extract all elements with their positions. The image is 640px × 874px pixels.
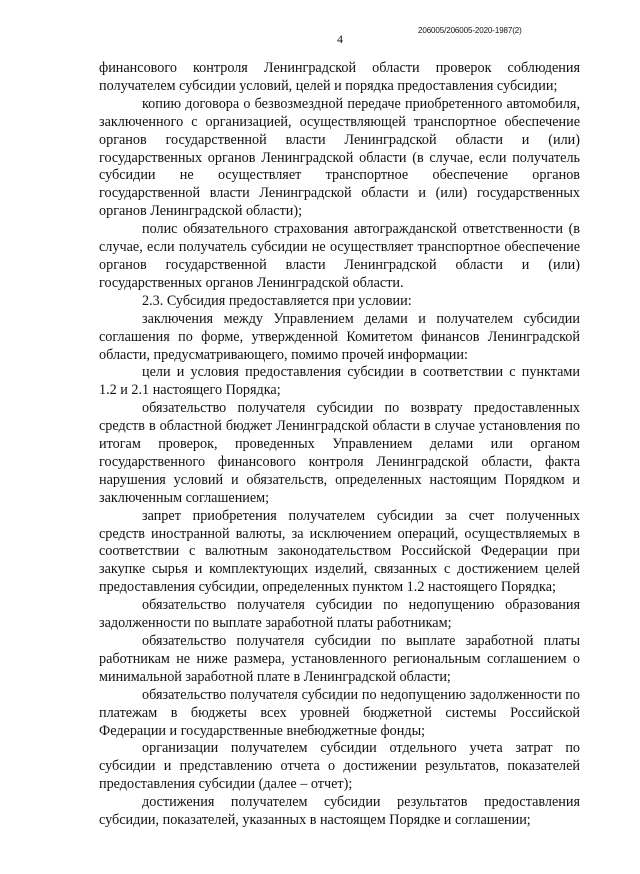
- paragraph-goals-conditions: цели и условия предоставления субсидии в соответствии с пунктами 1.2 и 2.1 настоящего Порядка;: [99, 364, 580, 399]
- paragraph-refund-obligation: обязательство получателя субсидии по возврату предоставленных средств в областной бюджет Ленинградской области в случае установления по итогам проверок, проведенных Управлением делами или органом государственного финансового контроля Ленинградской области, факта нарушения условий и обязательств, определенных настоящим Порядком и заключенным соглашением;: [99, 400, 580, 506]
- paragraph-results-achievement: достижения получателем субсидии результатов предоставления субсидии, показателей, указанных в настоящем Порядке и соглашении;: [99, 794, 580, 829]
- paragraph-control-continuation: финансового контроля Ленинградской области проверок соблюдения получателем субсидии условий, целей и порядка предоставления субсидии;: [99, 60, 580, 94]
- paragraph-agreement: заключения между Управлением делами и получателем субсидии соглашения по форме, утвержденной Комитетом финансов Ленинградской области, предусматривающего, помимо прочей информации:: [99, 310, 580, 363]
- paragraph-insurance-policy: полис обязательного страхования автогражданской ответственности (в случае, если получатель субсидии не осуществляет транспортное обеспечение органов государственной власти Ленинградской области и (или) государственных органов Ленинградской области.: [99, 221, 580, 291]
- paragraph-wage-arrears: обязательство получателя субсидии по недопущению образования задолженности по выплате заработной платы работникам;: [99, 597, 580, 632]
- paragraph-car-contract: копию договора о безвозмездной передаче приобретенного автомобиля, заключенного с организацией, осуществляющей транспортное обеспечение органов государственной власти Ленинградской области и (или) государственных органов Ленинградской области (в случае, если получатель субсидии не осуществляет транспортное обеспечение органов государственной власти Ленинградской области и (или) государственных органов Ленинградской области);: [99, 95, 580, 220]
- paragraph-currency-ban: запрет приобретения получателем субсидии за счет полученных средств иностранной валюты, за исключением операций, осуществляемых в соответствии с валютным законодательством Российской Федерации при закупке сырья и комплектующих изделий, связанных с достижением целей предоставления субсидии, определенных пунктом 1.2 настоящего Порядка;: [99, 507, 580, 596]
- page-number: 4: [337, 32, 343, 46]
- document-id: 206005/206005-2020-1987(2): [418, 26, 522, 35]
- document-body: [99, 60, 580, 830]
- paragraph-separate-accounting: организации получателем субсидии отдельного учета затрат по субсидии и представлению отчета о достижении результатов, показателей предоставления субсидии (далее – отчет);: [99, 740, 580, 793]
- paragraph-section-2-3: 2.3. Субсидия предоставляется при условии:: [142, 292, 412, 309]
- paragraph-budget-debt: обязательство получателя субсидии по недопущению задолженности по платежам в бюджеты всех уровней бюджетной системы Российской Федерации и государственные внебюджетные фонды;: [99, 686, 580, 739]
- paragraph-minimum-wage: обязательство получателя субсидии по выплате заработной платы работникам не ниже размера, установленного региональным соглашением о минимальной заработной плате в Ленинградской области;: [99, 633, 580, 685]
